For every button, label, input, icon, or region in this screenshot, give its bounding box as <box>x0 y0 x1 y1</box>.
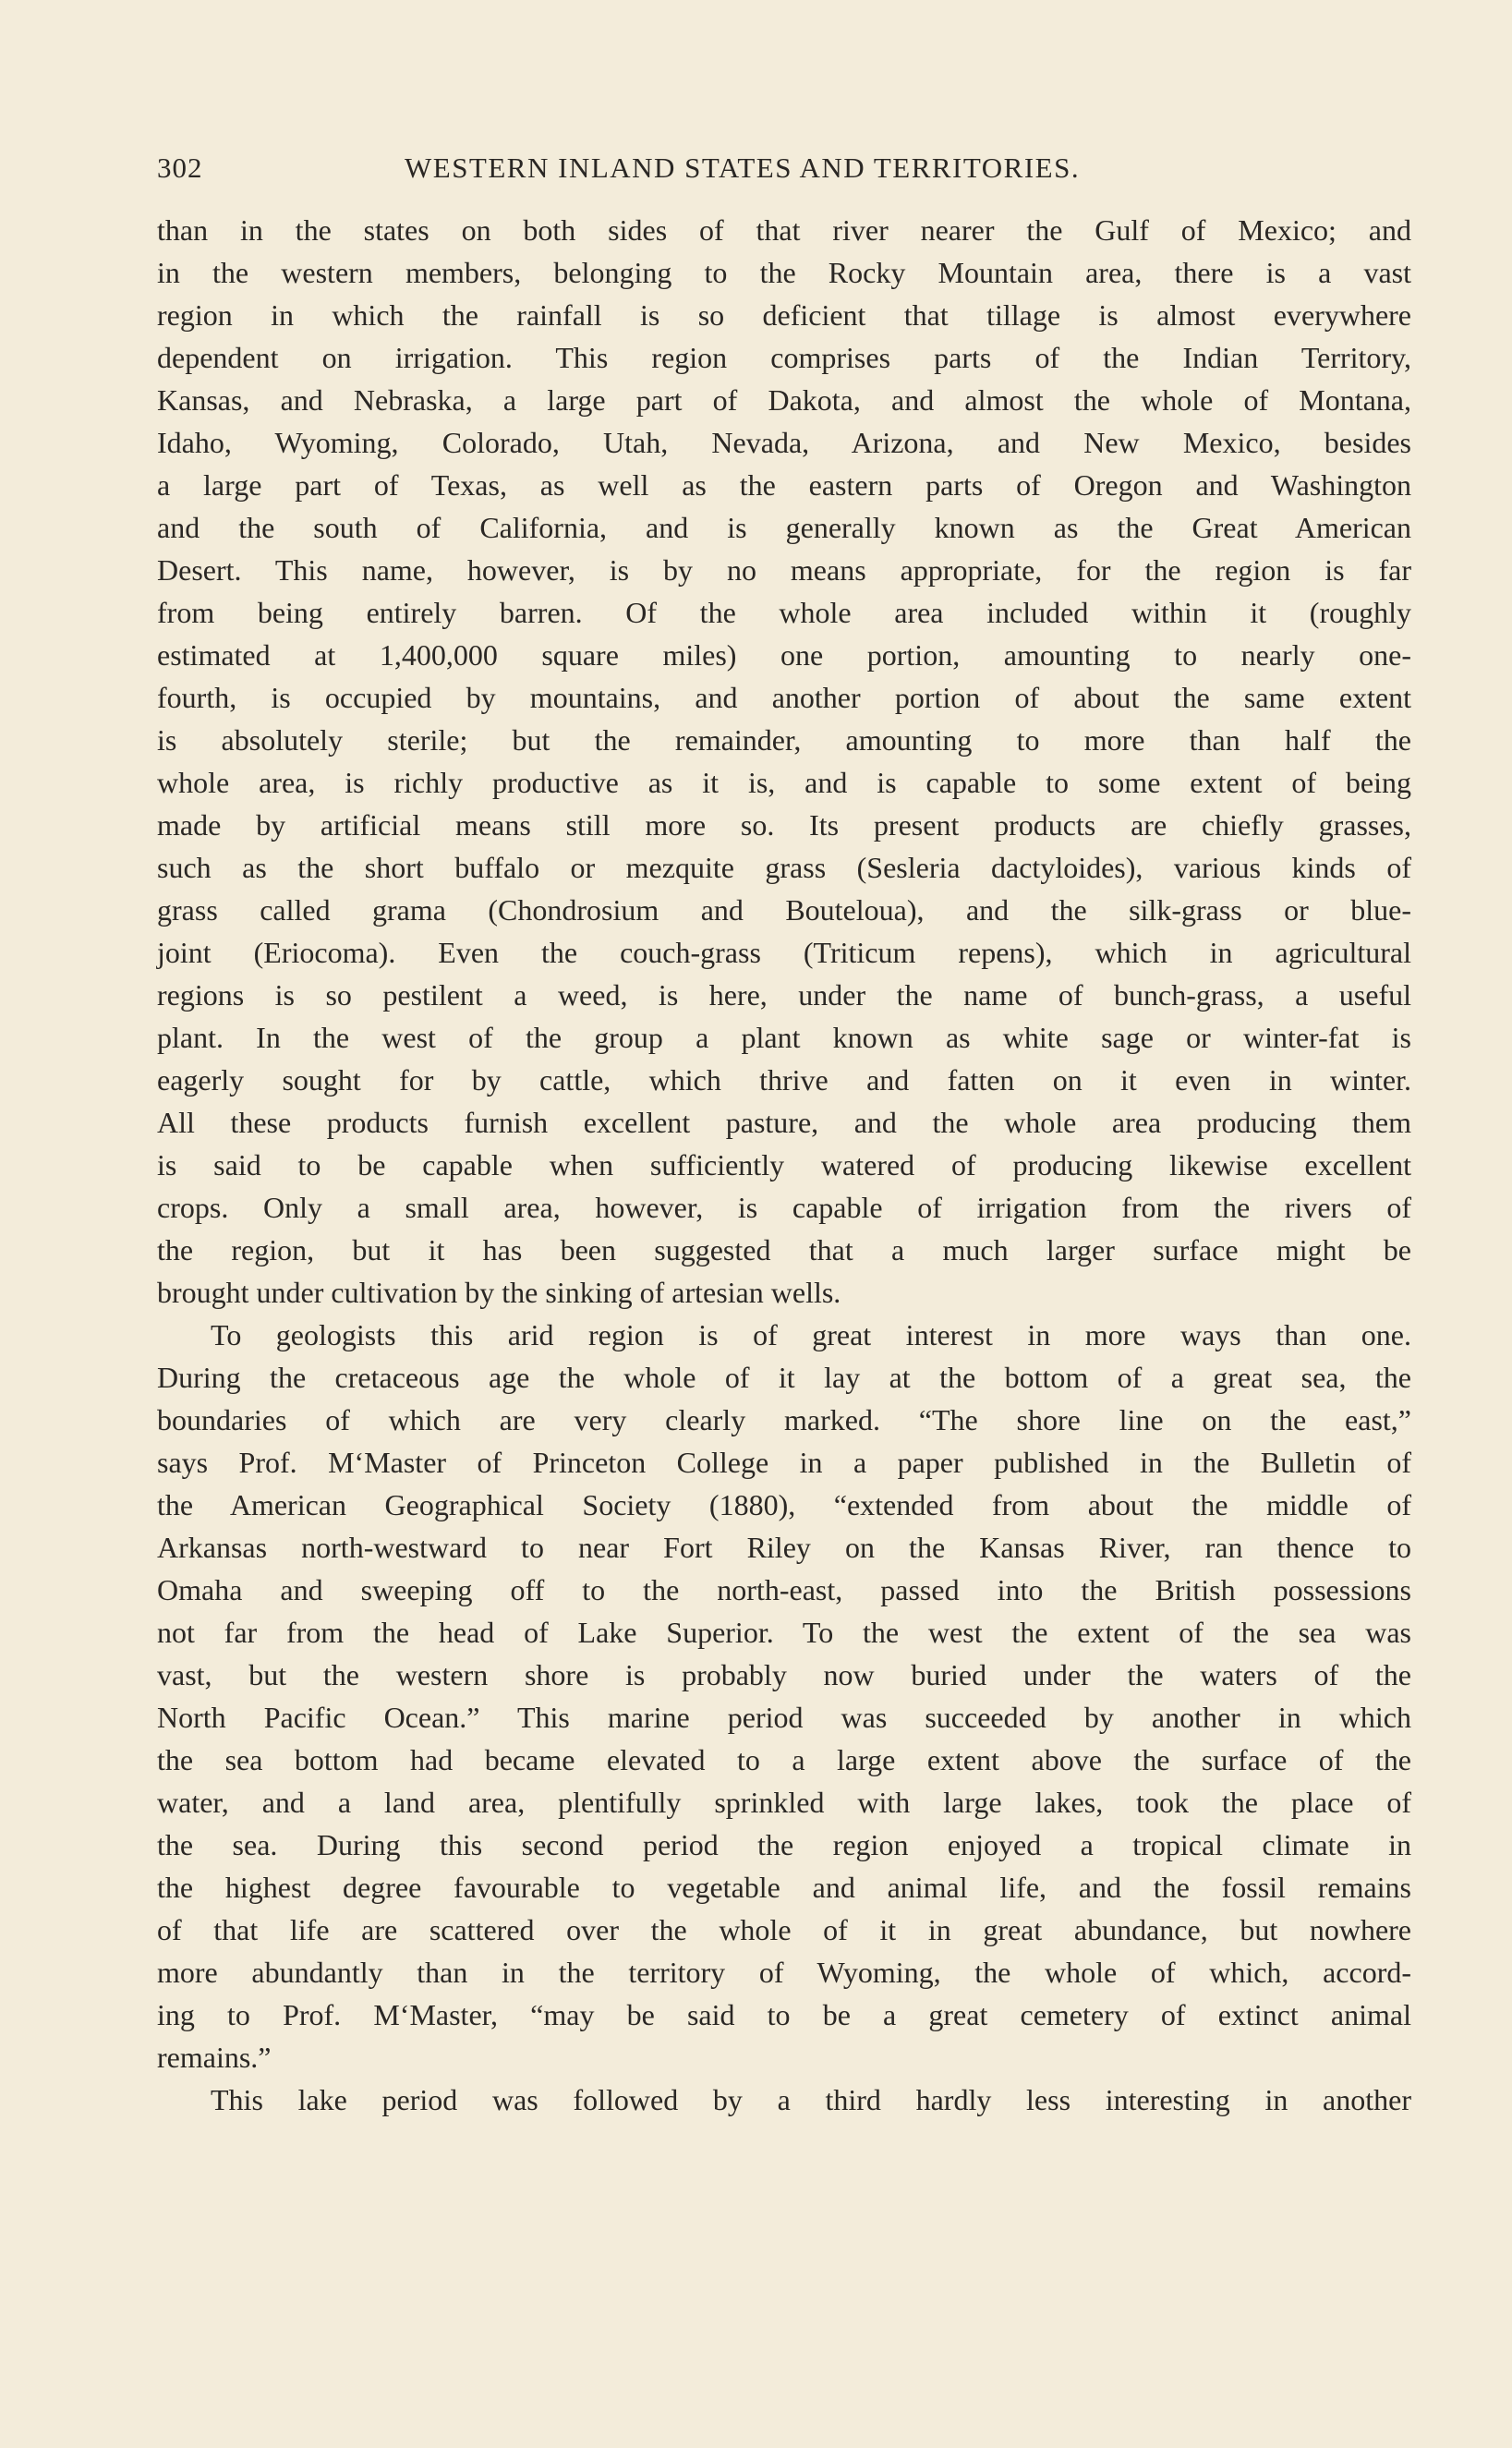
text-line: the American Geographical Society (1880), “extended from about the middle of <box>157 1488 1411 1521</box>
text-line: is absolutely sterile; but the remainder, amounting to more than half the <box>157 723 1411 757</box>
text-line: Arkansas north-westward to near Fort Riley on the Kansas River, ran thence to <box>157 1531 1411 1564</box>
paragraph-3 <box>157 2078 1411 2121</box>
text-line: dependent on irrigation. This region comprises parts of the Indian Territory, <box>157 341 1411 374</box>
text-line: North Pacific Ocean.” This marine period was succeeded by another in which <box>157 1701 1411 1734</box>
body-text <box>157 209 1411 2121</box>
text-line: of that life are scattered over the whole of it in great abundance, but nowhere <box>157 1913 1411 1946</box>
text-line: To geologists this arid region is of great interest in more ways than one. <box>211 1318 1411 1351</box>
text-line: ing to Prof. M‘Master, “may be said to be a great cemetery of extinct animal <box>157 1998 1411 2031</box>
text-line: the highest degree favourable to vegetable and animal life, and the fossil remains <box>157 1871 1411 1904</box>
text-line: boundaries of which are very clearly marked. “The shore line on the east,” <box>157 1403 1411 1436</box>
text-line: the region, but it has been suggested that a much larger surface might be <box>157 1233 1411 1266</box>
text-line: During the cretaceous age the whole of it lay at the bottom of a great sea, the <box>157 1361 1411 1394</box>
text-line: is said to be capable when sufficiently watered of producing likewise excellent <box>157 1148 1411 1182</box>
text-line: the sea. During this second period the region enjoyed a tropical climate in <box>157 1828 1411 1861</box>
text-line: the sea bottom had became elevated to a large extent above the surface of the <box>157 1743 1411 1776</box>
text-line: and the south of California, and is generally known as the Great American <box>157 511 1411 544</box>
text-line: in the western members, belonging to the Rocky Mountain area, there is a vast <box>157 256 1411 289</box>
text-line: fourth, is occupied by mountains, and another portion of about the same extent <box>157 681 1411 714</box>
text-line: such as the short buffalo or mezquite grass (Sesleria dactyloides), various kinds of <box>157 851 1411 884</box>
text-line: eagerly sought for by cattle, which thrive and fatten on it even in winter. <box>157 1063 1411 1097</box>
text-line: joint (Eriocoma). Even the couch-grass (Triticum repens), which in agricultural <box>157 936 1411 969</box>
text-line: Omaha and sweeping off to the north-east, passed into the British possessions <box>157 1573 1411 1606</box>
text-line: grass called grama (Chondrosium and Bouteloua), and the silk-grass or blue- <box>157 893 1411 927</box>
paragraph-2 <box>157 1314 1411 2078</box>
text-line: a large part of Texas, as well as the eastern parts of Oregon and Washington <box>157 468 1411 502</box>
text-line: crops. Only a small area, however, is capable of irrigation from the rivers of <box>157 1191 1411 1224</box>
text-line: from being entirely barren. Of the whole area included within it (roughly <box>157 596 1411 629</box>
text-line: Idaho, Wyoming, Colorado, Utah, Nevada, Arizona, and New Mexico, besides <box>157 426 1411 459</box>
text-line: plant. In the west of the group a plant known as white sage or winter-fat is <box>157 1021 1411 1054</box>
text-line: region in which the rainfall is so deficient that tillage is almost everywhere <box>157 298 1411 332</box>
text-line: water, and a land area, plentifully sprinkled with large lakes, took the place of <box>157 1786 1411 1819</box>
running-title: WESTERN INLAND STATES AND TERRITORIES. <box>405 151 1081 184</box>
text-line: brought under cultivation by the sinking of artesian wells. <box>157 1276 841 1309</box>
text-line: This lake period was followed by a third hardly less interesting in another <box>211 2083 1411 2116</box>
text-line: more abundantly than in the territory of Wyoming, the whole of which, accord- <box>157 1956 1411 1989</box>
text-line: Kansas, and Nebraska, a large part of Dakota, and almost the whole of Montana, <box>157 383 1411 417</box>
text-line: not far from the head of Lake Superior. To the west the extent of the sea was <box>157 1616 1411 1649</box>
paragraph-1 <box>157 209 1411 1314</box>
text-line: remains.” <box>157 2041 272 2074</box>
text-line: Desert. This name, however, is by no means appropriate, for the region is far <box>157 553 1411 587</box>
text-line: regions is so pestilent a weed, is here, under the name of bunch-grass, a useful <box>157 978 1411 1012</box>
page-header <box>157 148 1411 188</box>
text-line: than in the states on both sides of that river nearer the Gulf of Mexico; and <box>157 213 1411 247</box>
text-line: whole area, is richly productive as it is, and is capable to some extent of being <box>157 766 1411 799</box>
text-line: All these products furnish excellent pasture, and the whole area producing them <box>157 1106 1411 1139</box>
text-line: vast, but the western shore is probably now buried under the waters of the <box>157 1658 1411 1691</box>
text-line: estimated at 1,400,000 square miles) one portion, amounting to nearly one- <box>157 638 1411 672</box>
page-number: 302 <box>157 151 203 184</box>
text-line: says Prof. M‘Master of Princeton College in a paper published in the Bulletin of <box>157 1446 1411 1479</box>
text-line: made by artificial means still more so. Its present products are chiefly grasses, <box>157 808 1411 842</box>
